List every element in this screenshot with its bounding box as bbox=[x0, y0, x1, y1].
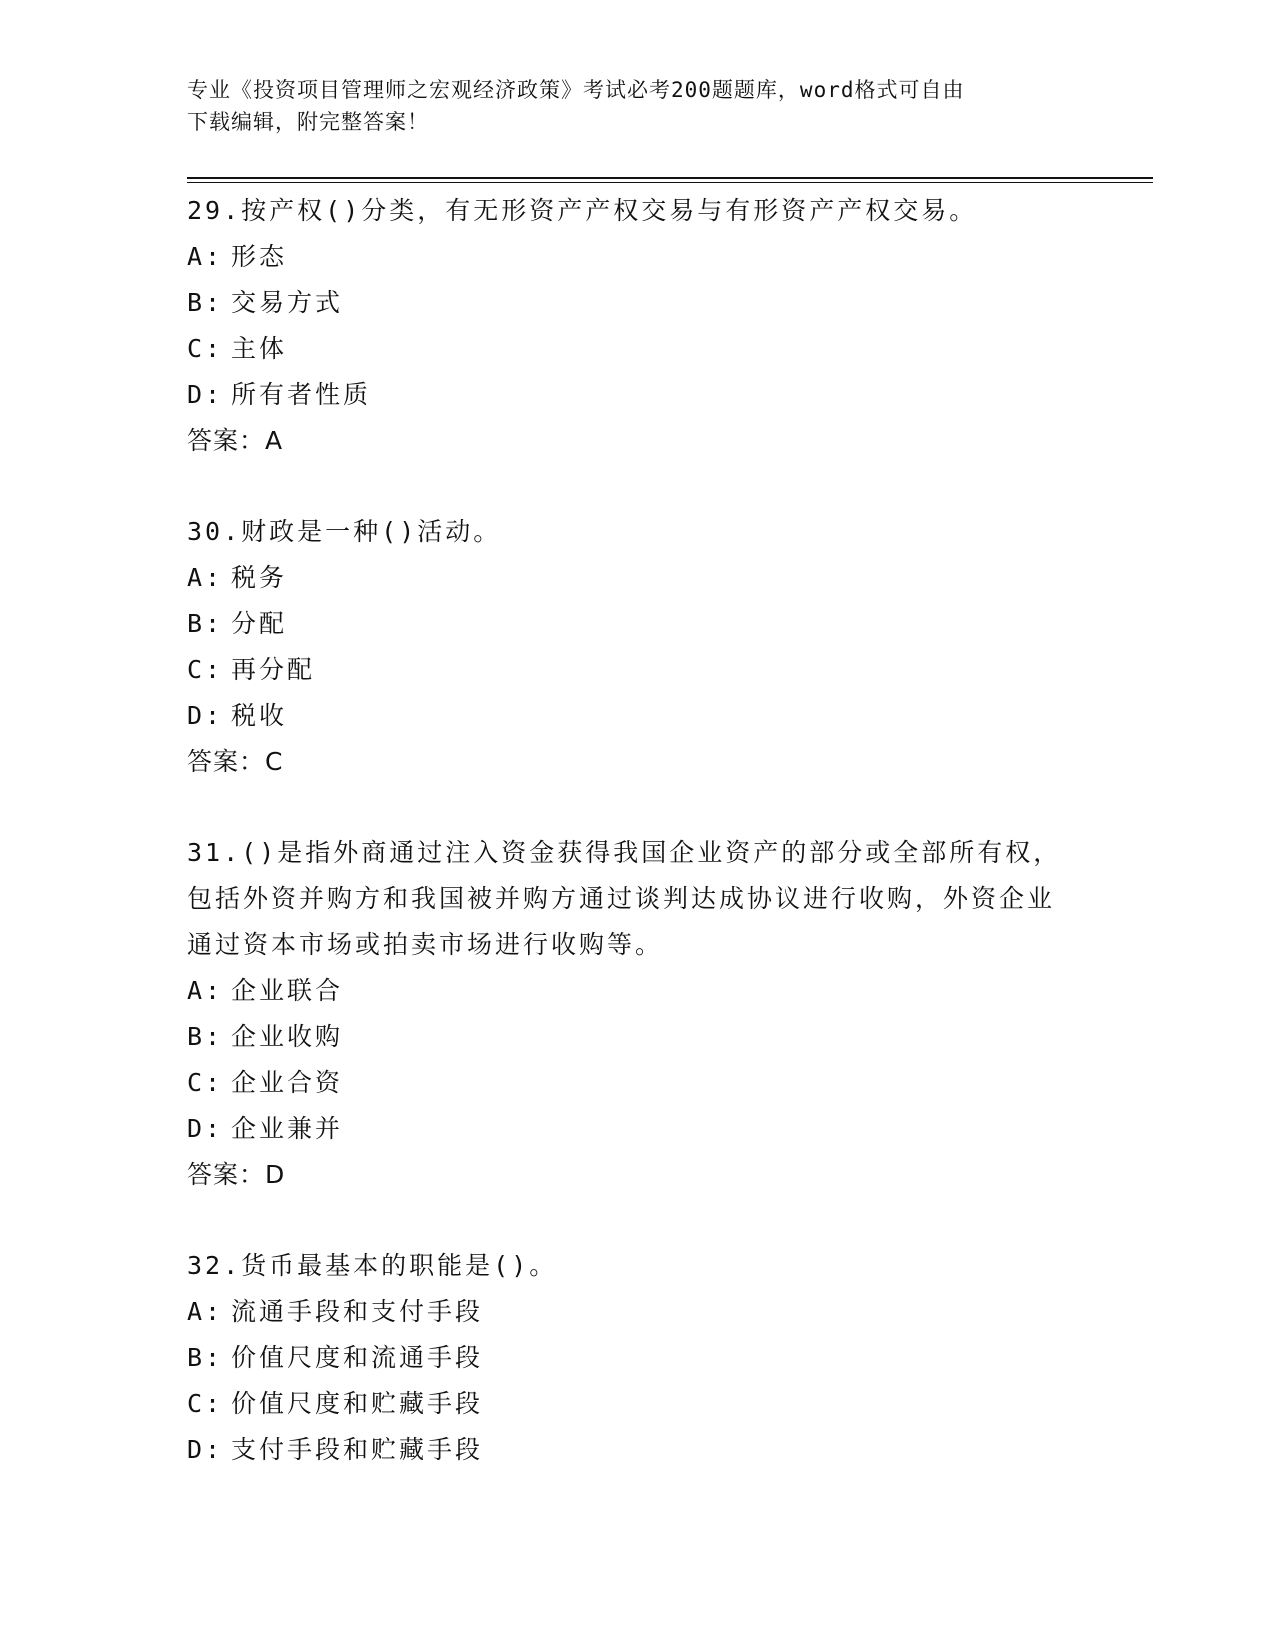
answer-line: 答案：C bbox=[187, 747, 284, 776]
option-a bbox=[187, 1289, 1087, 1335]
option-letter: A: bbox=[187, 242, 224, 271]
option-a bbox=[187, 968, 1087, 1014]
question-list bbox=[187, 188, 1087, 1518]
header-divider-thick bbox=[187, 177, 1153, 179]
option-text: 企业合资 bbox=[231, 1068, 344, 1097]
option-text: 交易方式 bbox=[231, 288, 344, 317]
option-text: 企业联合 bbox=[231, 976, 344, 1005]
option-a bbox=[187, 555, 1087, 601]
answer-line: 答案：A bbox=[187, 426, 284, 455]
option-text: 税收 bbox=[231, 701, 288, 730]
option-c bbox=[187, 1381, 1087, 1427]
option-d bbox=[187, 1106, 1087, 1152]
option-text: 所有者性质 bbox=[231, 380, 372, 409]
option-letter: A: bbox=[187, 1297, 224, 1326]
option-c bbox=[187, 647, 1087, 693]
option-d bbox=[187, 1427, 1087, 1473]
option-letter: C: bbox=[187, 1068, 224, 1097]
header-line-2: 下载编辑，附完整答案！ bbox=[187, 110, 429, 134]
question-29 bbox=[187, 188, 1087, 464]
option-text: 再分配 bbox=[231, 655, 316, 684]
option-d bbox=[187, 372, 1087, 418]
option-c bbox=[187, 326, 1087, 372]
option-letter: A: bbox=[187, 976, 224, 1005]
option-b bbox=[187, 280, 1087, 326]
option-letter: B: bbox=[187, 288, 224, 317]
option-letter: C: bbox=[187, 1389, 224, 1418]
question-32 bbox=[187, 1243, 1087, 1473]
option-a bbox=[187, 234, 1087, 280]
question-30 bbox=[187, 509, 1087, 785]
option-text: 主体 bbox=[231, 334, 288, 363]
option-text: 企业收购 bbox=[231, 1022, 344, 1051]
option-letter: D: bbox=[187, 1435, 224, 1464]
option-b bbox=[187, 1335, 1087, 1381]
option-c bbox=[187, 1060, 1087, 1106]
question-stem: 29.按产权()分类，有无形资产产权交易与有形资产产权交易。 bbox=[187, 196, 978, 225]
option-d bbox=[187, 693, 1087, 739]
option-text: 支付手段和贮藏手段 bbox=[231, 1435, 484, 1464]
option-text: 流通手段和支付手段 bbox=[231, 1297, 484, 1326]
option-letter: C: bbox=[187, 334, 224, 363]
option-text: 形态 bbox=[231, 242, 288, 271]
question-31 bbox=[187, 830, 1087, 1198]
question-stem: 30.财政是一种()活动。 bbox=[187, 517, 502, 546]
option-b bbox=[187, 601, 1087, 647]
option-text: 税务 bbox=[231, 563, 288, 592]
document-header bbox=[187, 74, 1067, 138]
option-text: 企业兼并 bbox=[231, 1114, 344, 1143]
header-divider-thin bbox=[187, 182, 1153, 183]
header-line-1: 专业《投资项目管理师之宏观经济政策》考试必考200题题库，word格式可自由 bbox=[187, 78, 965, 102]
question-stem: 32.货币最基本的职能是()。 bbox=[187, 1251, 558, 1280]
answer-line: 答案：D bbox=[187, 1160, 286, 1189]
option-letter: C: bbox=[187, 655, 224, 684]
option-text: 分配 bbox=[231, 609, 288, 638]
option-letter: D: bbox=[187, 1114, 224, 1143]
option-text: 价值尺度和流通手段 bbox=[231, 1343, 484, 1372]
option-letter: B: bbox=[187, 609, 224, 638]
option-text: 价值尺度和贮藏手段 bbox=[231, 1389, 484, 1418]
option-letter: D: bbox=[187, 701, 224, 730]
option-b bbox=[187, 1014, 1087, 1060]
option-letter: A: bbox=[187, 563, 224, 592]
option-letter: B: bbox=[187, 1022, 224, 1051]
option-letter: B: bbox=[187, 1343, 224, 1372]
option-letter: D: bbox=[187, 380, 224, 409]
question-stem: 31.()是指外商通过注入资金获得我国企业资产的部分或全部所有权，包括外资并购方和我国被并购方通过谈判达成协议进行收购，外资企业通过资本市场或拍卖市场进行收购等。 bbox=[187, 838, 1062, 959]
